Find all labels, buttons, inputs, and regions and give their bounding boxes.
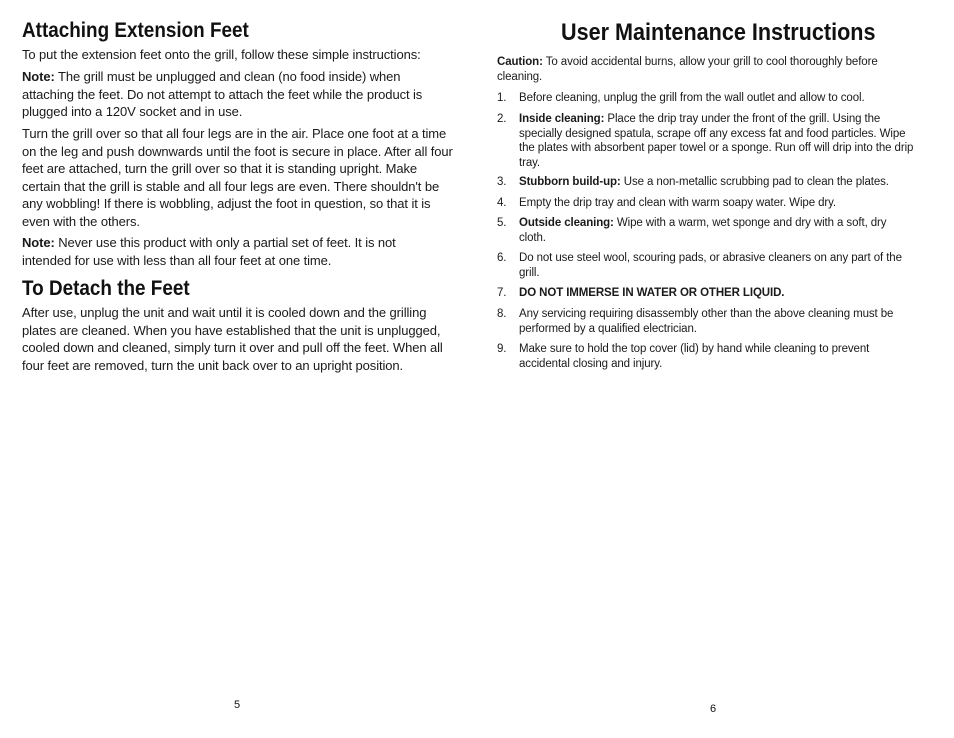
list-item-text [519,196,922,211]
list-item-label: Outside cleaning: [519,217,614,229]
list-item-text [519,112,914,170]
instructions-paragraph: Turn the grill over so that all four legs are in the air. Place one foot at a time on the leg and push downwards until the foot is secure in place. After all four feet are attached, turn the grill over so that it is standing upright. Make certain that the grill is stable and all four legs are even. There shouldn't be any wobbling! If there is wobbling, adjust the foot in question, so that it is even with the others. [22,126,453,229]
list-item-text [519,342,909,371]
list-item-number: 3. [497,176,507,188]
list-item-body: Do not use steel wool, scouring pads, or abrasive cleaners on any part of the grill. [519,252,902,279]
list-item-body: Use a non-metallic scrubbing pad to clean the plates. [620,176,889,188]
list-item-text [519,307,922,336]
list-item-number: 9. [497,343,507,355]
list-item-text [519,286,922,301]
list-item-text [519,175,922,190]
list-item-text [519,91,922,106]
list-item-number: 6. [497,252,507,264]
caution-text: To avoid accidental burns, allow your grill to cool thoroughly before cleaning. [497,56,878,83]
page-title: User Maintenance Instructions [561,19,876,46]
list-item-label: DO NOT IMMERSE IN WATER OR OTHER LIQUID. [519,287,785,299]
list-item-body: Wipe with a warm, wet sponge and dry with a soft, dry cloth. [519,217,887,244]
note-label: Note: [22,69,55,84]
caution-paragraph [497,55,917,84]
list-item-number: 8. [497,308,507,320]
list-item-number: 7. [497,287,507,299]
list-item-text [519,216,899,245]
list-item-label: Inside cleaning: [519,113,605,125]
list-item-number: 5. [497,217,507,229]
list-item-number: 4. [497,197,507,209]
detach-paragraph: After use, unplug the unit and wait until it is cooled down and the grilling plates are cleaned. When you have established that the unit is unplugged, cooled down and cleaned, simply turn it over and pull off the feet. When all four feet are removed, turn the unit back over to an upright position. [22,305,443,373]
heading-attaching-extension-feet: Attaching Extension Feet [22,19,249,42]
heading-to-detach-the-feet: To Detach the Feet [22,277,190,300]
note-paragraph-1 [22,68,452,121]
note-text: Never use this product with only a partial set of feet. It is not intended for use with less than all four feet at one time. [22,235,396,268]
list-item-body: Before cleaning, unplug the grill from the wall outlet and allow to cool. [519,92,865,104]
list-item-number: 1. [497,92,507,104]
note-label: Note: [22,235,55,250]
intro-paragraph: To put the extension feet onto the grill, follow these simple instructions: [22,47,421,62]
caution-label: Caution: [497,56,543,68]
list-item-label: Stubborn build-up: [519,176,621,188]
note-text: The grill must be unplugged and clean (no food inside) when attaching the feet. Do not attempt to attach the feet while the product is plugged into a 120V socket and in use. [22,69,423,120]
list-item-body: Make sure to hold the top cover (lid) by hand while cleaning to prevent accidental closing and injury. [519,343,870,370]
list-item-body: Empty the drip tray and clean with warm soapy water. Wipe dry. [519,197,836,209]
page-number-left: 5 [234,699,241,711]
list-item-number: 2. [497,113,507,125]
list-item-text [519,251,915,280]
note-paragraph-2 [22,234,442,269]
page-number-right: 6 [710,703,717,715]
list-item-body: Place the drip tray under the front of the grill. Using the specially designed spatula, scrape off any excess fat and food particles. Wipe the plates with absorbent paper towel or a sponge. Run off will drip into the drip tray. [519,113,914,169]
list-item-body: Any servicing requiring disassembly other than the above cleaning must be performed by a qualified electrician. [519,308,894,335]
